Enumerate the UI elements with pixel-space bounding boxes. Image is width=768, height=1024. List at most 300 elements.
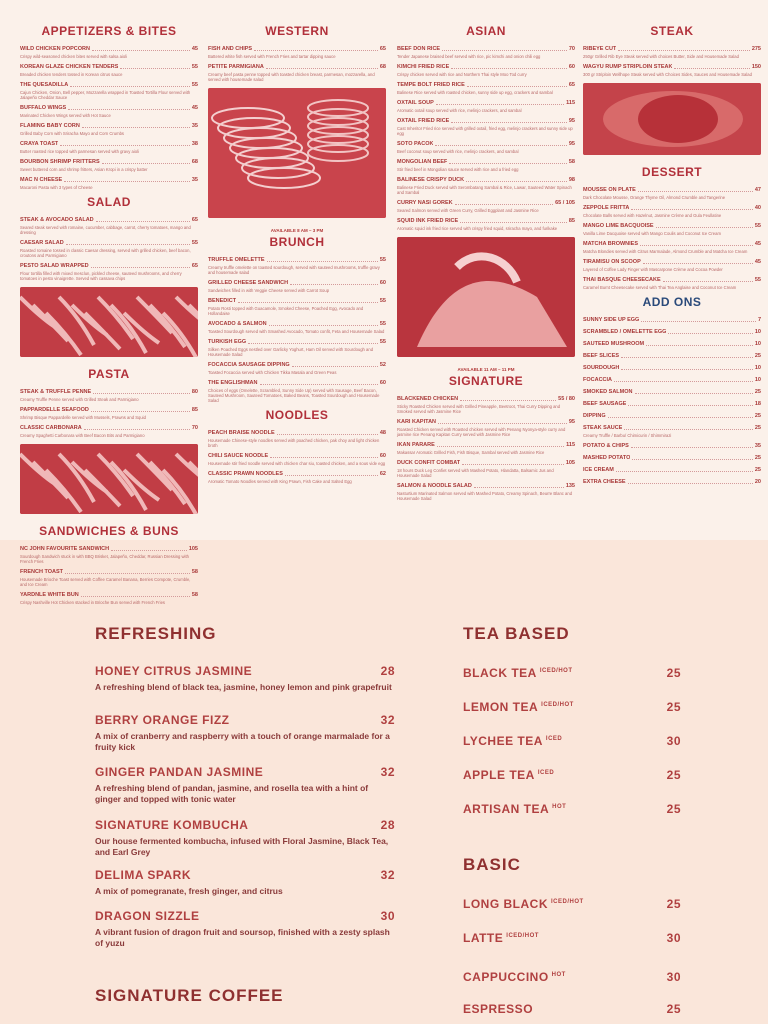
drink-name-text: ESPRESSO	[463, 1002, 534, 1016]
menu-item-row	[583, 187, 761, 194]
section-heading: BRUNCH	[269, 235, 325, 249]
menu-item-row	[20, 425, 198, 432]
menu-item-row	[397, 218, 575, 225]
menu-item-price: 55	[191, 64, 198, 70]
menu-item-name: SCRAMBLED / OMELETTE EGG	[583, 329, 667, 335]
menu-item-name: CAESAR SALAD	[20, 240, 64, 246]
section-heading: SIGNATURE	[448, 374, 524, 388]
dot-leader	[66, 244, 190, 245]
menu-item-name: DUCK CONFIT COMBAT	[397, 460, 461, 466]
dot-leader	[462, 464, 564, 465]
menu-item-price: 45	[754, 259, 761, 265]
menu-item-row	[397, 118, 575, 125]
menu-item-description: Sweet buttered corn and shrimp fritters, Asian Kropi in a crispy batter	[20, 167, 148, 172]
menu-item-price: 20	[754, 479, 761, 485]
dot-leader	[70, 86, 190, 87]
drink-name: BERRY ORANGE FIZZ	[95, 713, 230, 727]
menu-item-row	[583, 46, 761, 53]
drink-name	[463, 700, 574, 714]
menu-item	[20, 177, 198, 190]
menu-item-price: 48	[379, 430, 386, 436]
drink-item-row	[463, 897, 681, 911]
menu-item	[583, 365, 761, 372]
menu-item-row	[583, 277, 761, 284]
food-photo-image	[583, 83, 761, 155]
menu-item-name: FISH AND CHIPS	[208, 46, 253, 52]
drink-name-text: APPLE TEA	[463, 768, 535, 782]
menu-item-price: 25	[754, 467, 761, 473]
menu-item-price: 25	[754, 389, 761, 395]
menu-item-name: THAI BASQUE CHEESECAKE	[583, 277, 661, 283]
menu-item-row	[208, 280, 386, 287]
drink-name-text: CAPPUCCINO	[463, 970, 549, 984]
menu-item	[583, 353, 761, 360]
menu-item-row	[583, 259, 761, 266]
drink-item	[95, 909, 395, 949]
menu-item-name: FRENCH TOAST	[20, 569, 63, 575]
menu-item	[397, 141, 575, 154]
drink-serve-tag: ICED/HOT	[541, 702, 574, 708]
menu-item	[397, 64, 575, 77]
menu-item-row	[397, 64, 575, 71]
menu-item-row	[208, 453, 386, 460]
menu-item-name: BALINESE CRISPY DUCK	[397, 177, 465, 183]
drink-description: A refreshing blend of black tea, jasmine, honey lemon and pink grapefruit	[95, 682, 392, 692]
dot-leader	[663, 281, 753, 282]
menu-item-row	[208, 64, 386, 71]
food-photo-image	[20, 444, 198, 514]
menu-item	[208, 430, 386, 448]
menu-item-price: 135	[565, 483, 575, 489]
drink-item-row	[463, 931, 681, 945]
menu-item	[397, 460, 575, 478]
section-heading: DESSERT	[641, 165, 703, 179]
dot-leader	[646, 345, 753, 346]
dot-leader	[643, 263, 753, 264]
menu-item-row	[20, 177, 198, 184]
menu-item-name: DIPPING	[583, 413, 606, 419]
menu-item-price: 80	[191, 389, 198, 395]
menu-item-price: 115	[566, 100, 575, 106]
menu-item-row	[20, 159, 198, 166]
menu-item-row	[583, 353, 761, 360]
menu-item-row	[208, 362, 386, 369]
drink-price: 28	[380, 818, 395, 832]
menu-item-description: Crispy wild-seasoned chicken bites served with salsa aioli	[20, 54, 128, 59]
drink-serve-tag: ICED/HOT	[551, 899, 584, 905]
menu-item	[583, 64, 761, 77]
dot-leader	[60, 145, 189, 146]
menu-item	[583, 377, 761, 384]
drink-serve-tag: ICED/HOT	[539, 668, 573, 674]
food-photo	[20, 444, 198, 514]
dot-leader	[451, 68, 567, 69]
menu-item-name: MOUSSE ON PLATE	[583, 187, 636, 193]
menu-item	[20, 141, 198, 154]
menu-item-price: 45	[754, 241, 761, 247]
menu-item-row	[397, 177, 575, 184]
dot-leader	[436, 104, 564, 105]
drink-name: DELIMA SPARK	[95, 868, 191, 882]
dot-leader	[267, 261, 378, 262]
menu-item-name: MANGO LIME BACQUOISE	[583, 223, 654, 229]
dot-leader	[674, 68, 749, 69]
dot-leader	[64, 181, 190, 182]
dot-leader	[438, 423, 567, 424]
menu-item-name: PETITE PARMIGIANA	[208, 64, 264, 70]
menu-item-price: 58	[191, 592, 198, 598]
drink-name	[463, 734, 562, 748]
menu-item-row	[397, 46, 575, 53]
menu-item-price: 65	[379, 46, 386, 52]
dot-leader	[92, 50, 190, 51]
menu-item-price: 55	[379, 257, 386, 263]
menu-item-name: MASHED POTATO	[583, 455, 631, 461]
menu-item-name: BEEF DON RICE	[397, 46, 441, 52]
menu-item-row	[208, 430, 386, 437]
menu-item-name: SALMON & NOODLE SALAD	[397, 483, 472, 489]
menu-item-row	[20, 263, 198, 270]
drink-name-text: LATTE	[463, 931, 504, 945]
drink-price: 32	[380, 713, 395, 727]
menu-item-price: 60	[379, 280, 386, 286]
dot-leader	[285, 475, 378, 476]
menu-item-row	[583, 401, 761, 408]
menu-item-row	[583, 64, 761, 71]
menu-item-description: Cajun Chicken, Onion, Bell pepper, Mozzarella wrapped in Toasted Tortilla Flour served with Jalapeño Cheddar Sauce	[20, 90, 191, 100]
menu-item-row	[583, 223, 761, 230]
menu-item-price: 58	[568, 159, 575, 165]
menu-item-description: Balinese Rice served with roasted chicken, sunny side up egg, crackers and sambal	[397, 90, 553, 95]
menu-item-price: 105	[565, 460, 575, 466]
menu-item-name: KOREAN GLAZE CHICKEN TENDERS	[20, 64, 119, 70]
menu-item-description: Beef coconut soup served with rice, melinjo crackers, and sambal	[397, 149, 519, 154]
menu-item-name: BUFFALO WINGS	[20, 105, 67, 111]
drink-name	[463, 1002, 533, 1016]
menu-item-name: STEAK & TRUFFLE PENNE	[20, 389, 92, 395]
menu-item-price: 25	[754, 353, 761, 359]
menu-item	[208, 321, 386, 334]
menu-item	[397, 442, 575, 455]
menu-item-row	[208, 380, 386, 387]
menu-item-row	[397, 483, 575, 490]
menu-item-description: Marinated Chicken Wings served with Hot Sauce	[20, 113, 111, 118]
menu-item-price: 70	[191, 425, 198, 431]
menu-item-row	[208, 339, 386, 346]
drink-price: 25	[666, 897, 681, 911]
menu-item	[397, 200, 575, 213]
signature-coffee-heading: SIGNATURE COFFEE	[95, 986, 284, 1005]
section-heading: PASTA	[88, 367, 130, 381]
dot-leader	[93, 393, 190, 394]
menu-item	[20, 389, 198, 402]
menu-item-name: TIRAMISU ON SCOOP	[583, 259, 641, 265]
menu-item-name: FOCACCIA	[583, 377, 613, 383]
menu-item	[208, 339, 386, 357]
menu-item-price: 68	[191, 159, 198, 165]
menu-item-row	[583, 413, 761, 420]
menu-item	[208, 257, 386, 275]
menu-item-description: Seared steak served with romaine, cucumber, cabbage, carrot, cherry tomatoes, mango and dressing	[20, 225, 191, 235]
dot-leader	[120, 68, 189, 69]
menu-item	[20, 592, 198, 605]
drink-serve-tag: ICED/HOT	[506, 933, 539, 939]
menu-item	[397, 100, 575, 113]
menu-item-row	[583, 479, 761, 486]
menu-item-price: 10	[754, 365, 761, 371]
menu-item-name: MAC N CHEESE	[20, 177, 63, 183]
menu-item-row	[583, 241, 761, 248]
menu-item-price: 65	[568, 82, 575, 88]
menu-item-row	[20, 407, 198, 414]
menu-item-price: 45	[191, 46, 198, 52]
drink-description: A refreshing blend of pandan, jasmine, and rosella tea with a hint of ginger and topped with tonic water	[95, 783, 369, 804]
menu-item-name: BLACKENED CHICKEN	[397, 396, 459, 402]
menu-item-description: Housemade stir fried noodle served with chicken char siu, toasted chicken, and a sous vide egg	[208, 461, 386, 466]
dot-leader	[91, 411, 190, 412]
dot-leader	[631, 447, 753, 448]
menu-item-name: TRUFFLE OMELETTE	[208, 257, 265, 263]
dot-leader	[442, 50, 567, 51]
menu-item	[583, 205, 761, 218]
menu-item-description: Stir fried beef in Mongolian sauce served with rice and a fried egg	[397, 167, 519, 172]
menu-item-name: STEAK SAUCE	[583, 425, 623, 431]
drink-price: 30	[666, 970, 681, 984]
menu-item-description: Choices of eggs (Omelette, Scrambled, Sunny Side Up) served with Sausage, Beef Bacon, Sauteed Mushroom, Sauteed Tomatoes, Baked Beans, Toasted Sourdough and Housemade Salad	[208, 388, 380, 403]
dot-leader	[618, 50, 750, 51]
drink-name-text: LYCHEE TEA	[463, 734, 543, 748]
menu-item-price: 55	[379, 339, 386, 345]
drink-serve-tag: HOT	[552, 804, 567, 810]
menu-item-row	[583, 389, 761, 396]
section-heading: STEAK	[650, 24, 694, 38]
menu-item-name: CHILI SAUCE NOODLE	[208, 453, 269, 459]
menu-item-price: 18	[754, 401, 761, 407]
drink-serve-tag: ICED	[537, 770, 555, 776]
tea-based-heading: TEA BASED	[463, 624, 570, 643]
menu-item-name: SQUID INK FRIED RICE	[397, 218, 459, 224]
dot-leader	[84, 429, 190, 430]
menu-item-name: SAUTEED MUSHROOM	[583, 341, 645, 347]
drink-item	[95, 868, 395, 897]
menu-item-price: 85	[191, 407, 198, 413]
drink-price: 30	[666, 734, 681, 748]
menu-item-price: 98	[568, 177, 575, 183]
menu-item-description: Sourdough Sandwich stuck in with BBQ Brisket, Jalapeño, Cheddar, Russian Dressing with French Fries	[20, 554, 189, 564]
menu-item-price: 70	[568, 46, 575, 52]
drink-serve-tag: HOT	[551, 972, 566, 978]
menu-item-price: 25	[754, 413, 761, 419]
drink-name-text: LEMON TEA	[463, 700, 539, 714]
menu-item	[20, 546, 198, 564]
dot-leader	[635, 393, 753, 394]
menu-item-row	[583, 341, 761, 348]
menu-item-price: 65	[191, 217, 198, 223]
menu-item-name: SMOKED SALMON	[583, 389, 633, 395]
menu-item-row	[20, 141, 198, 148]
dot-leader	[65, 573, 190, 574]
menu-column-3	[397, 22, 575, 506]
menu-item-description: Chocolate Balls served with Hazelnut, Jasmine Crème and Gula Feullatine	[583, 213, 722, 218]
menu-item-row	[20, 546, 198, 553]
dot-leader	[628, 405, 752, 406]
food-photo	[583, 83, 761, 155]
menu-item-price: 55	[379, 298, 386, 304]
menu-item-description: Makassar Aromatic Grilled Fish, Fish Bisque, Sambal served with Jasmine Rice	[397, 450, 545, 455]
menu-item-description: Layered of Coffee Lady Finger with Mascarpone Crème and Cocoa Powder	[583, 267, 723, 272]
menu-item-name: STEAK & AVOCADO SALAD	[20, 217, 94, 223]
drink-name	[463, 931, 539, 945]
menu-item-row	[20, 46, 198, 53]
menu-item-price: 47	[754, 187, 761, 193]
drink-price: 25	[666, 1002, 681, 1016]
dot-leader	[260, 384, 378, 385]
menu-item	[208, 471, 386, 484]
menu-item-description: Tender Japanese braised beef served with rice, pic kimchi and onion chili egg	[397, 54, 541, 59]
menu-item-description: Aromatic squid ink fried rice served with crispy fried squid, sriracha mayo, and furikake	[397, 226, 558, 231]
dot-leader	[82, 127, 190, 128]
dot-leader	[102, 163, 190, 164]
menu-item-price: 65 / 105	[555, 200, 575, 206]
dot-leader	[292, 366, 378, 367]
menu-item-name: SOTO PACOK	[397, 141, 434, 147]
dot-leader	[451, 122, 567, 123]
menu-item-row	[583, 425, 761, 432]
menu-item	[583, 277, 761, 290]
menu-item-row	[583, 443, 761, 450]
section-heading: WESTERN	[265, 24, 329, 38]
menu-item-price: 62	[379, 471, 386, 477]
menu-item	[397, 82, 575, 95]
menu-item-description: 18 hours Duck Leg Confiet served with Mashed Potato, Hlandatta, Balsamic Jus and Housemade Salad	[397, 468, 554, 478]
menu-item	[20, 46, 198, 59]
menu-item-name: AVOCADO & SALMON	[208, 321, 267, 327]
menu-item	[20, 64, 198, 77]
menu-item-description: Toasted Sourdough served with Smashed Avocado, Tomato confit, Feta and Housemade Salad	[208, 329, 385, 334]
menu-item-row	[583, 317, 761, 324]
menu-item-row	[583, 205, 761, 212]
drink-price: 25	[666, 666, 681, 680]
menu-item	[583, 341, 761, 348]
menu-item-name: GRILLED CHEESE SANDWICH	[208, 280, 289, 286]
menu-item-name: POTATO & CHIPS	[583, 443, 629, 449]
drink-item	[95, 713, 395, 753]
menu-item	[583, 401, 761, 408]
menu-item	[20, 263, 198, 281]
menu-item-price: 7	[757, 317, 761, 323]
menu-item-name: PAPPARDELLE SEAFOOD	[20, 407, 89, 413]
menu-item-name: OXTAIL FRIED RICE	[397, 118, 450, 124]
drink-description: A vibrant fusion of dragon fruit and soursop, finished with a zesty splash of yuzu	[95, 927, 390, 948]
menu-item	[583, 46, 761, 59]
menu-item	[397, 396, 575, 414]
menu-item-description: Shrimp Bisque Pappardelle served with Mussels, Prawns and Squid	[20, 415, 146, 420]
menu-item	[583, 479, 761, 486]
menu-item-name: FLAMING BABY CORN	[20, 123, 80, 129]
menu-item-description: Butter roasted rice topped with parmesan served with gravy aioli	[20, 149, 139, 154]
menu-item	[397, 46, 575, 59]
menu-item-name: TEMPE BOLT FRIED RICE	[397, 82, 465, 88]
menu-item-price: 105	[188, 546, 198, 552]
drink-item-row	[95, 868, 395, 882]
menu-item-price: 55	[191, 82, 198, 88]
menu-column-4	[583, 22, 761, 491]
menu-item-name: CLASSIC CARBONARA	[20, 425, 82, 431]
menu-item	[397, 118, 575, 136]
menu-item-price: 95	[568, 141, 575, 147]
menu-item	[583, 455, 761, 462]
menu-item-price: 55	[379, 321, 386, 327]
menu-item	[583, 317, 761, 324]
menu-item-row	[583, 365, 761, 372]
drink-name	[463, 802, 566, 816]
dot-leader	[81, 596, 190, 597]
section-heading: SANDWICHES & BUNS	[39, 524, 179, 538]
menu-item-price: 25	[754, 425, 761, 431]
dot-leader	[640, 245, 753, 246]
menu-item-price: 95	[568, 118, 575, 124]
drink-serve-tag: ICED	[545, 736, 563, 742]
dot-leader	[608, 417, 753, 418]
menu-item-description: Nasturtium Marinated Salmon served with Mashed Potato, Creamy Spinach, Beurre Blanc and Housemade Salad	[397, 491, 573, 501]
menu-item-price: 35	[191, 177, 198, 183]
section-heading: SALAD	[87, 195, 131, 209]
menu-item-description: Aromatic Tomato Noodles served with King Prawn, Fish Cake and Salted Egg	[208, 479, 352, 484]
menu-item-name: EXTRA CHEESE	[583, 479, 626, 485]
menu-item-row	[208, 298, 386, 305]
menu-item-description: Sandwiches filled in with Veggie Cheese served with Carrot Soup	[208, 288, 330, 293]
dot-leader	[638, 191, 753, 192]
menu-item-name: BEEF SLICES	[583, 353, 620, 359]
menu-item-row	[208, 321, 386, 328]
dot-leader	[467, 86, 567, 87]
food-photo-image	[208, 88, 386, 218]
menu-item-row	[20, 123, 198, 130]
drink-price: 25	[666, 768, 681, 782]
menu-item-name: BENEDICT	[208, 298, 237, 304]
dot-leader	[466, 181, 567, 182]
menu-item-price: 85	[568, 218, 575, 224]
menu-item-row	[397, 100, 575, 107]
dot-leader	[269, 325, 378, 326]
drink-item-row	[95, 664, 395, 678]
dot-leader	[460, 222, 567, 223]
menu-item-price: 35	[191, 123, 198, 129]
menu-item-price: 10	[754, 329, 761, 335]
menu-item	[397, 218, 575, 231]
menu-item-name: KARI KAPITAN	[397, 419, 437, 425]
menu-item-price: 52	[379, 362, 386, 368]
menu-item-row	[397, 460, 575, 467]
menu-item-description: Seared Salmon served with Green Curry, Grilled Eggplant and Jasmine Rice	[397, 208, 539, 213]
section-heading: ADD ONS	[642, 295, 702, 309]
menu-item-price: 60	[379, 453, 386, 459]
menu-item-row	[20, 240, 198, 247]
drink-name-text: BLACK TEA	[463, 666, 537, 680]
menu-item-name: WILD CHICKEN POPCORN	[20, 46, 90, 52]
menu-item-row	[583, 377, 761, 384]
menu-item	[208, 380, 386, 403]
drink-price: 30	[666, 931, 681, 945]
dot-leader	[621, 357, 753, 358]
drink-price: 28	[380, 664, 395, 678]
menu-item-description: Grilled Baby Corn with Sriracha Mayo and Corn Crumbs	[20, 131, 125, 136]
menu-item-row	[397, 159, 575, 166]
menu-item	[583, 389, 761, 396]
drink-item-row	[463, 970, 681, 984]
menu-item-price: 65	[191, 263, 198, 269]
menu-item	[208, 280, 386, 293]
